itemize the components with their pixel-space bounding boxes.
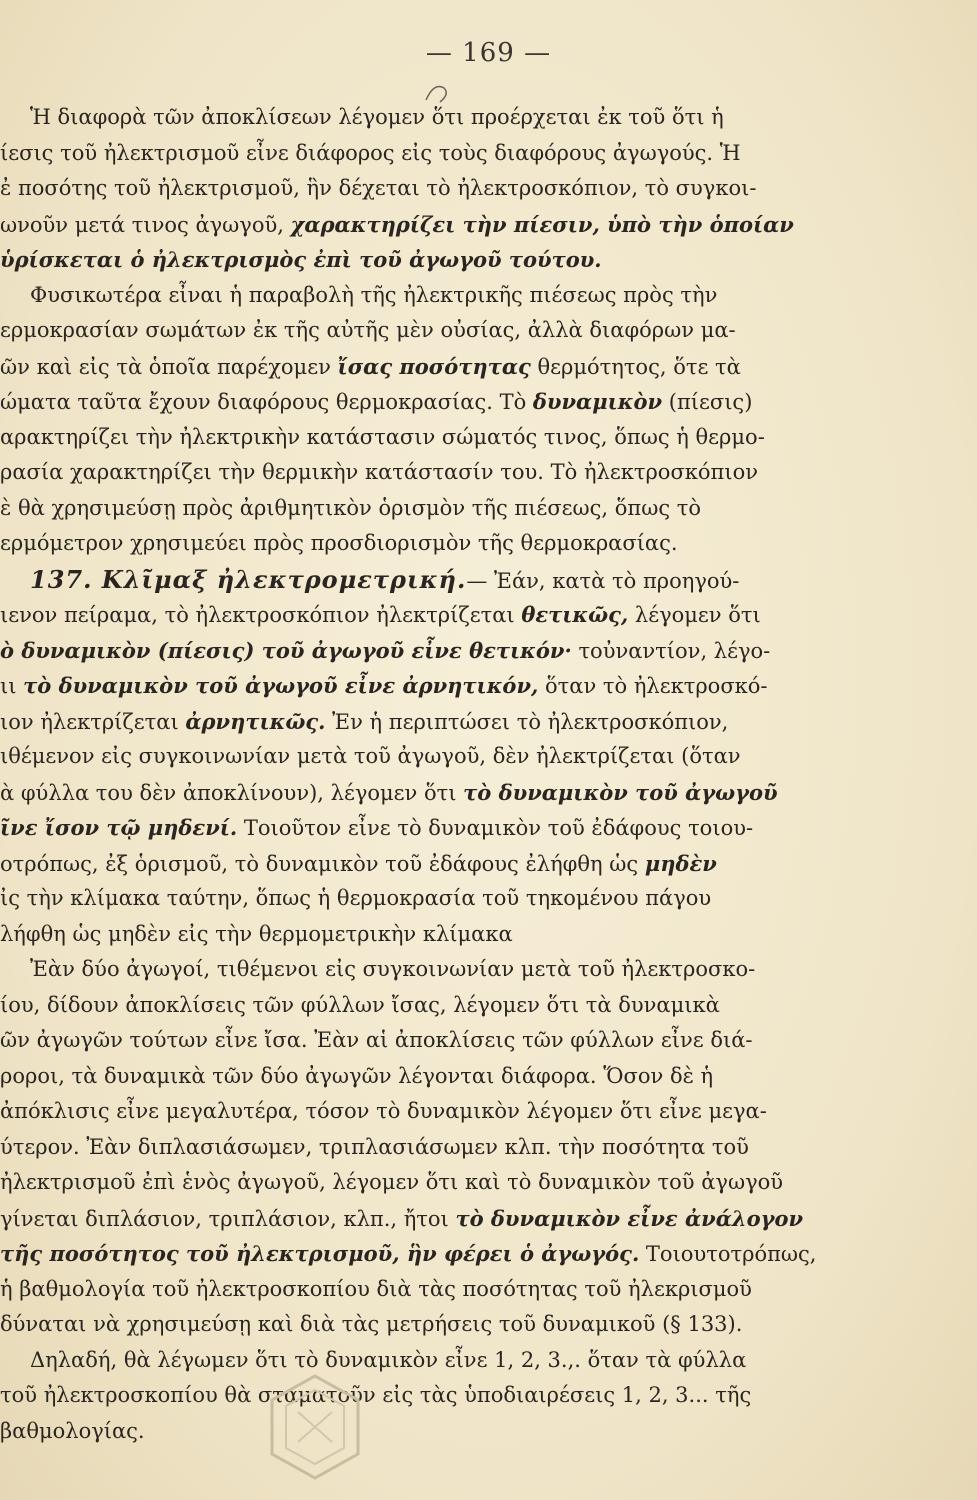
text-run: Ἡ διαφορὰ τῶν ἀποκλίσεων λέγομεν ὅτι προέρχεται ἐκ τοῦ ὅτι ἡ bbox=[30, 105, 724, 129]
text-run: ἰς τὴν κλίμακα ταύτην, ὅπως ἡ θερμοκρασία τοῦ τηκομένου πάγου bbox=[0, 886, 712, 910]
text-run: θερμότητος, ὅτε τὰ bbox=[530, 354, 741, 379]
text-run: ωνοῦν μετά τινος ἀγωγοῦ, bbox=[0, 212, 291, 237]
bold-text: χαρακτηρίζει τὴν πίεσιν, ὑπὸ τὴν ὁποίαν bbox=[290, 211, 794, 237]
text-run: ὅταν τὸ ἠλεκτροσκό- bbox=[538, 674, 768, 698]
text-line bbox=[0, 1378, 860, 1414]
text-run: ιι bbox=[0, 674, 24, 698]
text-run: ὲ θὰ χρησιμεύσῃ πρὸς ἀριθμητικὸν ὁρισμὸν τῆς πιέσεως, ὅπως τὸ bbox=[0, 495, 702, 520]
bold-text: ὸ δυναμικὸν (πίεσις) τοῦ ἀγωγοῦ εἶνε θετικόν· bbox=[0, 637, 572, 663]
text-line bbox=[0, 1414, 860, 1450]
text-run: ιθέμενον εἰς συγκοινωνίαν μετὰ τοῦ ἀγωγοῦ, δὲν ἠλεκτρίζεται (ὅταν bbox=[0, 744, 741, 768]
text-run: — Ἐάν, κατὰ τὸ προηγού- bbox=[466, 568, 740, 593]
text-line bbox=[0, 207, 860, 243]
text-line bbox=[0, 881, 860, 917]
text-run: ἀπόκλισις εἶνε μεγαλυτέρα, τόσον τὸ δυναμικὸν λέγομεν ὅτι εἶνε μεγα- bbox=[0, 1099, 767, 1123]
bold-text: δυναμικὸν bbox=[532, 389, 663, 414]
text-run: λέγομεν ὅτι bbox=[628, 603, 761, 627]
page-number: — 169 — bbox=[425, 38, 552, 68]
text-run: (πίεσις) bbox=[662, 390, 753, 414]
text-line bbox=[0, 1236, 860, 1272]
text-line bbox=[0, 668, 860, 704]
bold-text: ῖνε ἴσον τῷ μηδενί. bbox=[0, 815, 238, 840]
bold-text: τῆς ποσότητος τοῦ ἠλεκτρισμοῦ, ἣν φέρει ὁ ἀγωγός. bbox=[0, 1241, 640, 1266]
text-run: ἡ βαθμολογία τοῦ ἠλεκτροσκοπίου διὰ τὰς ποσότητας τοῦ ἠλεκρισμοῦ bbox=[0, 1276, 752, 1301]
text-line bbox=[0, 633, 860, 669]
text-line bbox=[0, 1094, 860, 1130]
text-line bbox=[0, 171, 860, 207]
text-line bbox=[0, 1201, 860, 1237]
text-run: γίνεται διπλάσιον, τριπλάσιον, κλπ., ἤτοι bbox=[0, 1206, 456, 1231]
text-line bbox=[0, 597, 860, 633]
text-run: Δηλαδή, θὰ λέγωμεν ὅτι τὸ δυναμικὸν εἶνε 1, 2, 3.,. ὅταν τὰ φύλλα bbox=[30, 1347, 747, 1372]
text-line bbox=[0, 384, 860, 420]
text-run: δύναται νὰ χρησιμεύσῃ καὶ διὰ τὰς μετρήσεις τοῦ δυναμικοῦ (§ 133). bbox=[0, 1312, 743, 1336]
bold-text: ἀρνητικῶς. bbox=[185, 708, 326, 734]
text-run: ερμοκρασίαν σωμάτων ἐκ τῆς αὐτῆς μὲν οὐσίας, ἀλλὰ διαφόρων μα- bbox=[0, 318, 736, 342]
text-run: βαθμολογίας. bbox=[0, 1418, 145, 1443]
text-line bbox=[0, 775, 860, 811]
bold-text: τὸ δυναμικὸν τοῦ ἀγωγοῦ εἶνε ἀρνητικόν, bbox=[23, 673, 539, 698]
text-line bbox=[0, 704, 860, 740]
text-line bbox=[0, 1343, 860, 1379]
text-run: ύτερον. Ἐὰν διπλασιάσωμεν, τριπλασιάσωμεν κλπ. τὴν ποσότητα τοῦ bbox=[0, 1134, 749, 1159]
text-line bbox=[0, 242, 860, 278]
text-line bbox=[0, 846, 860, 882]
bold-text: θετικῶς, bbox=[521, 602, 629, 627]
text-run: Ἐὰν δύο ἀγωγοί, τιθέμενοι εἰς συγκοινωνίαν μετὰ τοῦ ἠλεκτροσκο- bbox=[30, 957, 756, 981]
text-line bbox=[0, 739, 860, 775]
text-line bbox=[0, 1272, 860, 1308]
text-run: Τοιουτοτρόπως, bbox=[639, 1242, 817, 1266]
text-run: ερμόμετρον χρησιμεύει πρὸς προσδιορισμὸν τῆς θερμοκρασίας. bbox=[0, 531, 678, 555]
text-line bbox=[0, 1023, 860, 1059]
text-run: τοὐναντίον, λέγο- bbox=[571, 638, 771, 663]
text-line bbox=[0, 455, 860, 491]
text-run: ῶν ἀγωγῶν τούτων εἶνε ἴσα. Ἐὰν αἱ ἀποκλίσεις τῶν φύλλων εἶνε διά- bbox=[0, 1028, 753, 1052]
text-run: ροροι, τὰ δυναμικὰ τῶν δύο ἀγωγῶν λέγονται διάφορα. Ὅσον δὲ ἡ bbox=[0, 1063, 714, 1088]
bold-text: ὑρίσκεται ὁ ἠλεκτρισμὸς ἐπὶ τοῦ ἀγωγοῦ τούτου. bbox=[0, 247, 602, 272]
text-line bbox=[0, 136, 860, 172]
text-line bbox=[0, 526, 860, 562]
text-line bbox=[0, 952, 860, 988]
text-run: Φυσικωτέρα εἶναι ἡ παραβολὴ τῆς ἠλεκτρικῆς πιέσεως πρὸς τὴν bbox=[30, 282, 718, 307]
text-line bbox=[0, 420, 860, 456]
text-run: Ἐν ἡ περιπτώσει τὸ ἠλεκτροσκόπιον, bbox=[325, 709, 729, 734]
text-run: ἠλεκτρισμοῦ ἐπὶ ἑνὸς ἀγωγοῦ, λέγομεν ὅτι καὶ τὸ δυναμικὸν τοῦ ἀγωγοῦ bbox=[0, 1170, 784, 1194]
text-run: ίου, δίδουν ἀποκλίσεις τῶν φύλλων ἴσας, λέγομεν ὅτι τὰ δυναμικὰ bbox=[0, 992, 720, 1017]
text-line bbox=[0, 1165, 860, 1201]
text-line bbox=[0, 1059, 860, 1095]
text-run: οτρόπως, ἐξ ὁρισμοῦ, τὸ δυναμικὸν τοῦ ἐδάφους ἐλήφθη ὡς bbox=[0, 851, 645, 876]
text-line bbox=[0, 278, 860, 314]
text-line bbox=[0, 988, 860, 1024]
text-line bbox=[0, 1307, 860, 1343]
text-run: ρασία χαρακτηρίζει τὴν θερμικὴν κατάστασίν του. Τὸ ἠλεκτροσκόπιον bbox=[0, 460, 758, 484]
text-run: ιενον πείραμα, τὸ ἠλεκτροσκόπιον ἠλεκτρίζεται bbox=[0, 603, 522, 627]
text-run: ὰ φύλλα του δὲν ἀποκλίνουν), λέγομεν ὅτι bbox=[0, 780, 464, 805]
text-line bbox=[0, 562, 860, 598]
bold-text: ἴσας ποσότητας bbox=[337, 353, 531, 379]
text-run: λήφθη ὡς μηδὲν εἰς τὴν θερμομετρικὴν κλίμακα bbox=[0, 921, 513, 946]
text-line bbox=[0, 1130, 860, 1166]
text-line bbox=[0, 491, 860, 527]
text-line bbox=[0, 349, 860, 385]
bold-text: μηδὲν bbox=[644, 850, 717, 876]
text-run: ιον ἠλεκτρίζεται bbox=[0, 709, 186, 734]
text-line bbox=[0, 100, 860, 136]
text-run: Τοιοῦτον εἶνε τὸ δυναμικὸν τοῦ ἐδάφους τοιου- bbox=[237, 816, 754, 840]
text-run: ῶν καὶ εἰς τὰ ὁποῖα παρέχομεν bbox=[0, 354, 338, 379]
text-run: ίεσις τοῦ ἠλεκτρισμοῦ εἶνε διάφορος εἰς τοὺς διαφόρους ἀγωγούς. Ἡ bbox=[0, 140, 741, 165]
bold-text: τὸ δυναμικὸν εἶνε ἀνάλογον bbox=[455, 1205, 804, 1231]
body-text bbox=[0, 100, 860, 1449]
text-line bbox=[0, 917, 860, 953]
bold-text: τὸ δυναμικὸν τοῦ ἀγωγοῦ bbox=[463, 779, 778, 805]
library-stamp-icon bbox=[268, 1372, 363, 1482]
text-line bbox=[0, 810, 860, 846]
text-line bbox=[0, 313, 860, 349]
text-run: τοῦ ἠλεκτροσκοπίου θὰ σταματοῦν εἰς τὰς ὑποδιαιρέσεις 1, 2, 3... τῆς bbox=[0, 1383, 752, 1407]
bold-text: 137. Κλῖμαξ ἠλεκτρομετρική. bbox=[30, 564, 467, 594]
text-run: ἐ ποσότης τοῦ ἠλεκτρισμοῦ, ἣν δέχεται τὸ ἠλεκτροσκόπιον, τὸ συγκοι- bbox=[0, 176, 757, 200]
text-run: αρακτηρίζει τὴν ἠλεκτρικὴν κατάστασιν σώματός τινος, ὅπως ἡ θερμο- bbox=[0, 424, 765, 449]
text-run: ώματα ταῦτα ἔχουν διαφόρους θερμοκρασίας. Τὸ bbox=[0, 390, 533, 414]
